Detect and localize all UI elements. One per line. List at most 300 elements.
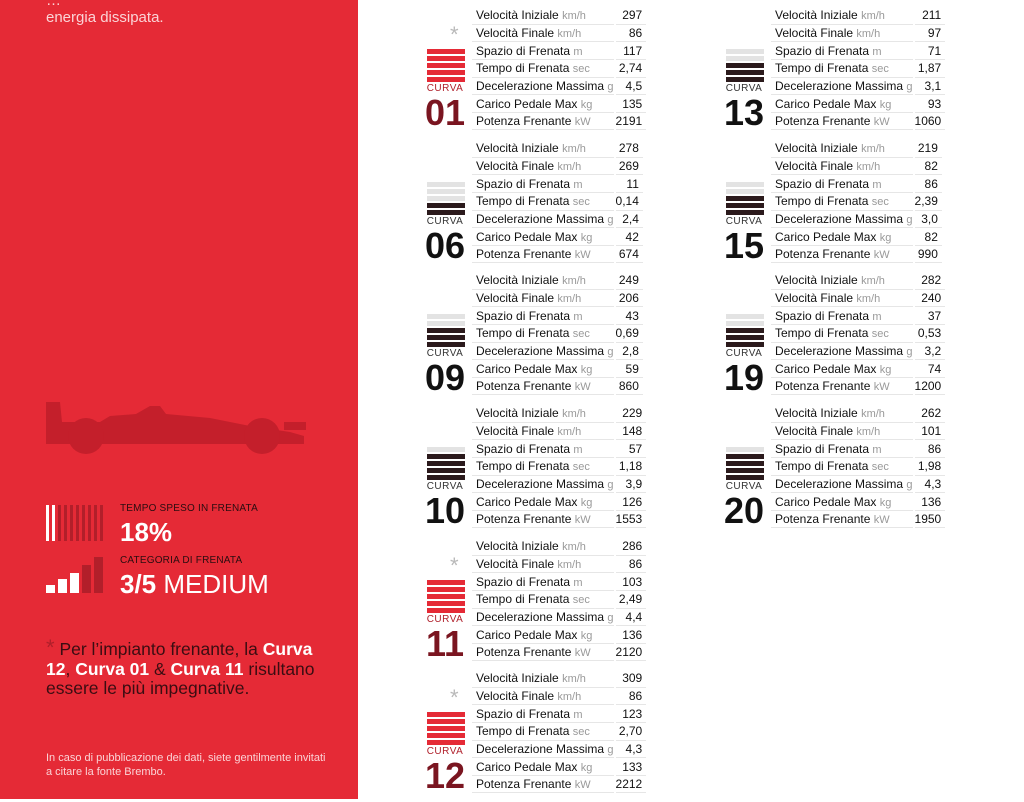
- intensity-bar: [427, 189, 465, 194]
- curve-badge: [711, 272, 777, 404]
- stat-unit: km/h: [861, 10, 885, 23]
- stat-name: Decelerazione Massima: [476, 78, 608, 93]
- stat-name: Potenza Frenante: [476, 379, 575, 394]
- curve-label: CURVA: [426, 481, 464, 492]
- stat-unit: km/h: [562, 275, 586, 288]
- intensity-bar: [726, 56, 764, 61]
- stat-label: [472, 422, 615, 440]
- intensity-bar: [427, 314, 465, 319]
- stat-row: [771, 24, 945, 42]
- intensity-bar: [726, 342, 764, 347]
- stat-label: [472, 77, 615, 95]
- intensity-bar: [427, 70, 465, 75]
- stat-value: 1200: [914, 377, 946, 395]
- stat-label: [472, 112, 615, 130]
- stat-unit: kg: [580, 98, 593, 111]
- stat-label: [472, 740, 615, 758]
- stat-unit: kW: [873, 116, 890, 129]
- intensity-bar: [726, 210, 764, 215]
- intensity-bar: [726, 70, 764, 75]
- curve-label: CURVA: [426, 614, 464, 625]
- stat-row: [771, 59, 945, 77]
- curve-stats-table: [472, 538, 646, 661]
- intensity-bar: [427, 335, 465, 340]
- intensity-bar: [726, 49, 764, 54]
- stat-unit: g: [906, 478, 913, 491]
- stat-name: Decelerazione Massima: [775, 78, 907, 93]
- stat-label: [771, 405, 914, 422]
- stat-value: 4,4: [615, 608, 647, 626]
- stat-label: [771, 440, 914, 458]
- stat-row: [472, 324, 643, 342]
- stat-unit: kg: [879, 496, 892, 509]
- stat-label: [771, 228, 914, 246]
- intensity-bar: [427, 321, 465, 326]
- stat-row: [771, 112, 945, 130]
- stat-value: 86: [615, 687, 647, 705]
- stat-value: 860: [615, 377, 643, 395]
- stat-unit: sec: [871, 196, 889, 209]
- stat-unit: km/h: [856, 27, 881, 40]
- stat-row: [472, 140, 643, 157]
- curve-number: 19: [723, 357, 765, 398]
- curve-badge: [711, 405, 777, 537]
- stat-value: 2,39: [914, 192, 942, 210]
- stat-label: [472, 7, 615, 24]
- stat-unit: sec: [572, 461, 590, 474]
- stat-label: [771, 157, 914, 175]
- stat-name: Velocità Iniziale: [476, 539, 563, 554]
- curve-label: CURVA: [725, 348, 763, 359]
- stat-unit: m: [573, 178, 583, 191]
- curve-number: 20: [723, 490, 765, 531]
- stat-unit: kg: [879, 98, 892, 111]
- stat-value: 1950: [914, 510, 946, 528]
- stat-name: Velocità Finale: [775, 158, 857, 173]
- stat-value: 4,3: [615, 740, 647, 758]
- stat-name: Potenza Frenante: [476, 512, 575, 527]
- intensity-bar: [726, 77, 764, 82]
- stat-label: [771, 342, 914, 360]
- stat-value: 97: [914, 24, 946, 42]
- stat-unit: kg: [580, 761, 593, 774]
- stat-row: [472, 555, 646, 573]
- stat-label: [472, 510, 615, 528]
- curve-badge: [412, 140, 478, 272]
- stat-unit: km/h: [557, 425, 582, 438]
- stat-unit: kg: [580, 363, 593, 376]
- stat-label: [472, 210, 615, 228]
- stat-unit: sec: [572, 63, 590, 76]
- stat-row: [472, 157, 643, 175]
- stat-label: [472, 24, 615, 42]
- note-highlight-curva-12: Curva 12: [46, 639, 313, 679]
- stat-unit: kg: [879, 363, 892, 376]
- note-star-icon: *: [46, 635, 55, 660]
- stat-row: [771, 157, 942, 175]
- stat-unit: km/h: [856, 160, 881, 173]
- stat-name: Spazio di Frenata: [775, 441, 873, 456]
- stat-label: [771, 59, 914, 77]
- stat-label: [472, 289, 615, 307]
- stat-value: 2,70: [615, 722, 647, 740]
- stat-value: 2191: [615, 112, 647, 130]
- stat-name: Tempo di Frenata: [476, 459, 573, 474]
- stat-name: Potenza Frenante: [476, 645, 575, 660]
- stat-row: [472, 342, 643, 360]
- stat-name: Velocità Finale: [476, 25, 558, 40]
- stat-value: 86: [615, 555, 647, 573]
- star-icon: *: [450, 22, 459, 47]
- stat-value: 2120: [615, 643, 647, 661]
- stat-value: 219: [914, 140, 942, 157]
- stat-label: [472, 157, 615, 175]
- intensity-bar: [726, 189, 764, 194]
- curve-label: CURVA: [725, 83, 763, 94]
- intensity-bars-icon: [427, 580, 465, 615]
- stat-unit: kW: [574, 779, 591, 792]
- stat-label: [472, 475, 615, 493]
- stat-unit: m: [872, 45, 882, 58]
- intensity-bar: [427, 461, 465, 466]
- curve-badge: [412, 670, 478, 802]
- curve-stats-table: [771, 7, 945, 130]
- stat-value: 1,87: [914, 59, 946, 77]
- intensity-bar: [427, 56, 465, 61]
- stat-label: [472, 493, 615, 511]
- stat-label: [771, 245, 914, 263]
- intensity-bars-icon: [427, 314, 465, 349]
- curve-stats-table: [771, 272, 945, 395]
- stat-value: 86: [914, 175, 942, 193]
- curve-number: 09: [424, 357, 466, 398]
- stat-row: [771, 140, 942, 157]
- stat-name: Velocità Finale: [476, 556, 558, 571]
- curve-number: 13: [723, 92, 765, 133]
- intensity-bars-icon: [726, 447, 764, 482]
- stat-unit: kW: [574, 116, 591, 129]
- stat-unit: g: [906, 80, 913, 93]
- stat-label: [771, 77, 914, 95]
- stat-row: [472, 7, 646, 24]
- intensity-bar: [427, 601, 465, 606]
- stat-row: [771, 42, 945, 60]
- stat-label: [771, 42, 914, 60]
- note-text-4: risultano essere le più impegnative.: [46, 658, 315, 698]
- stat-unit: m: [573, 310, 583, 323]
- stat-label: [771, 422, 914, 440]
- intensity-bars-icon: [427, 447, 465, 482]
- stat-value: 136: [615, 626, 647, 644]
- stat-row: [472, 643, 646, 661]
- intensity-bars-icon: [726, 182, 764, 217]
- stat-row: [771, 289, 945, 307]
- curve-stats-table: [472, 670, 646, 793]
- stat-name: Velocità Iniziale: [775, 8, 862, 23]
- stat-value: 74: [914, 360, 946, 378]
- stat-name: Carico Pedale Max: [476, 361, 581, 376]
- stat-label: [472, 705, 615, 723]
- intensity-bar: [726, 203, 764, 208]
- stat-unit: g: [607, 478, 614, 491]
- stat-label: [472, 775, 615, 793]
- stat-name: Decelerazione Massima: [476, 476, 608, 491]
- intensity-bar: [427, 740, 465, 745]
- stat-value: 148: [615, 422, 647, 440]
- note-text-1: Per l’impianto frenante, la: [59, 639, 263, 659]
- curve-label: CURVA: [426, 216, 464, 227]
- stat-unit: km/h: [562, 10, 586, 23]
- stat-name: Decelerazione Massima: [775, 211, 907, 226]
- intensity-bar: [427, 594, 465, 599]
- stat-name: Velocità Finale: [476, 290, 558, 305]
- stat-row: [472, 192, 643, 210]
- stat-row: [771, 228, 942, 246]
- stat-label: [472, 307, 615, 325]
- stat-value: 42: [615, 228, 643, 246]
- stat-row: [771, 510, 945, 528]
- stat-row: [472, 422, 646, 440]
- intensity-bars-icon: [427, 712, 465, 747]
- stat-name: Velocità Finale: [476, 688, 558, 703]
- stat-label: [472, 670, 615, 687]
- stat-label: [472, 192, 615, 210]
- bars-time-icon: [46, 505, 104, 541]
- stat-name: Velocità Finale: [775, 25, 857, 40]
- stat-name: Potenza Frenante: [775, 379, 874, 394]
- stat-unit: km/h: [557, 558, 582, 571]
- stat-unit: g: [607, 743, 614, 756]
- note-highlight-curva-11: Curva 11: [170, 658, 244, 679]
- stat-unit: g: [607, 611, 614, 624]
- stat-label: [771, 112, 914, 130]
- stat-row: [472, 377, 643, 395]
- stat-label: [771, 493, 914, 511]
- stat-row: [472, 687, 646, 705]
- stat-label: [771, 210, 914, 228]
- stat-name: Spazio di Frenata: [476, 308, 574, 323]
- stat-row: [472, 112, 646, 130]
- stat-unit: g: [607, 80, 614, 93]
- stat-value: 269: [615, 157, 643, 175]
- curve-number: 06: [424, 225, 466, 266]
- stat-label: [472, 228, 615, 246]
- stat-row: [472, 705, 646, 723]
- stat-unit: km/h: [557, 690, 582, 703]
- stat-unit: kg: [879, 231, 892, 244]
- stat-row: [771, 175, 942, 193]
- stat-name: Tempo di Frenata: [476, 194, 573, 209]
- stat-unit: km/h: [856, 425, 881, 438]
- stat-name: Velocità Iniziale: [476, 671, 563, 686]
- stat-value: 1,98: [914, 457, 946, 475]
- stat-unit: g: [607, 213, 614, 226]
- stat-label: [472, 245, 615, 263]
- intensity-bar: [427, 712, 465, 717]
- curve-number: 15: [723, 225, 765, 266]
- stat-name: Velocità Iniziale: [476, 8, 563, 23]
- stat-unit: km/h: [861, 408, 885, 421]
- stat-label: [771, 377, 914, 395]
- note-text-2: ,: [65, 658, 76, 679]
- stat-unit: sec: [871, 63, 889, 76]
- star-icon: *: [450, 553, 459, 578]
- stat-name: Carico Pedale Max: [476, 494, 581, 509]
- stat-unit: km/h: [557, 292, 582, 305]
- stat-value: 240: [914, 289, 946, 307]
- stat-name: Carico Pedale Max: [775, 361, 880, 376]
- stat-unit: sec: [572, 196, 590, 209]
- stat-name: Tempo di Frenata: [775, 194, 872, 209]
- stat-row: [771, 422, 945, 440]
- stat-row: [472, 538, 646, 555]
- stat-unit: kW: [873, 381, 890, 394]
- stat-label: [472, 643, 615, 661]
- stat-unit: kW: [873, 249, 890, 262]
- sidebar-panel: [0, 0, 358, 799]
- stat-unit: sec: [871, 461, 889, 474]
- stat-name: Spazio di Frenata: [476, 176, 574, 191]
- stat-name: Tempo di Frenata: [775, 326, 872, 341]
- intensity-bars-icon: [427, 182, 465, 217]
- stat-unit: km/h: [562, 408, 586, 421]
- stat-value: 286: [615, 538, 647, 555]
- intensity-bar: [427, 196, 465, 201]
- source-note: In caso di pubblicazione dei dati, siete gentilmente invitati a citare la fonte Brembo.: [46, 752, 326, 778]
- stat-value: 278: [615, 140, 643, 157]
- stat-name: Spazio di Frenata: [476, 441, 574, 456]
- key-curves-note: [46, 635, 316, 699]
- stat-value: 2,74: [615, 59, 647, 77]
- intensity-bar: [427, 733, 465, 738]
- curve-badge: [412, 272, 478, 404]
- intensity-bars-icon: [427, 49, 465, 84]
- stat-name: Velocità Finale: [775, 423, 857, 438]
- braking-category-label: CATEGORIA DI FRENATA: [120, 555, 243, 566]
- curve-stats-table: [472, 405, 646, 528]
- stat-name: Spazio di Frenata: [476, 43, 574, 58]
- stat-label: [472, 590, 615, 608]
- curve-label: CURVA: [725, 481, 763, 492]
- intensity-bar: [427, 49, 465, 54]
- stat-label: [472, 722, 615, 740]
- stat-unit: sec: [572, 594, 590, 607]
- stat-row: [472, 573, 646, 591]
- stat-unit: kW: [574, 514, 591, 527]
- stat-row: [472, 228, 643, 246]
- intensity-bar: [726, 321, 764, 326]
- stat-value: 0,69: [615, 324, 643, 342]
- stat-name: Carico Pedale Max: [775, 96, 880, 111]
- stat-label: [472, 175, 615, 193]
- stat-value: 2,8: [615, 342, 643, 360]
- stat-row: [472, 175, 643, 193]
- stat-unit: kg: [580, 496, 593, 509]
- stat-label: [472, 360, 615, 378]
- stat-row: [472, 245, 643, 263]
- stat-name: Velocità Iniziale: [476, 406, 563, 421]
- stat-value: 1,18: [615, 457, 647, 475]
- stat-name: Decelerazione Massima: [476, 609, 608, 624]
- stat-value: 37: [914, 307, 946, 325]
- intro-line-2: energia dissipata.: [46, 9, 164, 26]
- curve-number: 01: [424, 92, 466, 133]
- stat-label: [472, 573, 615, 591]
- stat-value: 82: [914, 228, 942, 246]
- stat-unit: m: [573, 45, 583, 58]
- stat-label: [472, 324, 615, 342]
- stat-name: Decelerazione Massima: [476, 741, 608, 756]
- curve-label: CURVA: [725, 216, 763, 227]
- stat-label: [472, 272, 615, 289]
- stat-value: 2,49: [615, 590, 647, 608]
- intensity-bar: [427, 468, 465, 473]
- stat-value: 123: [615, 705, 647, 723]
- stat-label: [771, 272, 914, 289]
- stat-value: 297: [615, 7, 647, 24]
- stat-unit: kW: [873, 514, 890, 527]
- f1-car-icon: [40, 392, 310, 456]
- stat-name: Velocità Finale: [476, 158, 558, 173]
- stat-value: 229: [615, 405, 647, 422]
- stat-row: [771, 457, 945, 475]
- stat-unit: m: [872, 178, 882, 191]
- curve-stats-table: [472, 140, 643, 263]
- stat-label: [472, 758, 615, 776]
- note-highlight-curva-01: Curva 01: [75, 658, 150, 679]
- stat-row: [771, 307, 945, 325]
- intensity-bars-icon: [726, 314, 764, 349]
- stat-row: [472, 307, 643, 325]
- stat-row: [472, 440, 646, 458]
- curve-stats-table: [771, 405, 945, 528]
- stat-row: [771, 7, 945, 24]
- star-icon: *: [450, 685, 459, 710]
- intensity-bar: [427, 203, 465, 208]
- stat-unit: kg: [580, 231, 593, 244]
- intensity-bar: [726, 447, 764, 452]
- stat-row: [771, 360, 945, 378]
- stat-unit: km/h: [861, 275, 885, 288]
- intensity-bar: [427, 726, 465, 731]
- stat-unit: m: [573, 576, 583, 589]
- intensity-bar: [427, 608, 465, 613]
- stat-name: Velocità Iniziale: [476, 273, 563, 288]
- stat-row: [472, 360, 643, 378]
- stat-row: [771, 377, 945, 395]
- stat-row: [472, 42, 646, 60]
- stat-unit: m: [872, 310, 882, 323]
- stat-unit: km/h: [557, 27, 582, 40]
- stat-value: 2,4: [615, 210, 643, 228]
- intensity-bar: [427, 342, 465, 347]
- stat-unit: m: [573, 708, 583, 721]
- stat-label: [472, 687, 615, 705]
- stat-unit: sec: [572, 726, 590, 739]
- intensity-bar: [427, 580, 465, 585]
- stat-value: 990: [914, 245, 942, 263]
- stat-value: 11: [615, 175, 643, 193]
- intensity-bar: [427, 587, 465, 592]
- intensity-bar: [726, 328, 764, 333]
- stat-name: Tempo di Frenata: [476, 61, 573, 76]
- stat-unit: km/h: [557, 160, 582, 173]
- stat-value: 1553: [615, 510, 647, 528]
- stat-value: 101: [914, 422, 946, 440]
- stat-value: 0,14: [615, 192, 643, 210]
- stat-row: [472, 272, 643, 289]
- stat-label: [472, 42, 615, 60]
